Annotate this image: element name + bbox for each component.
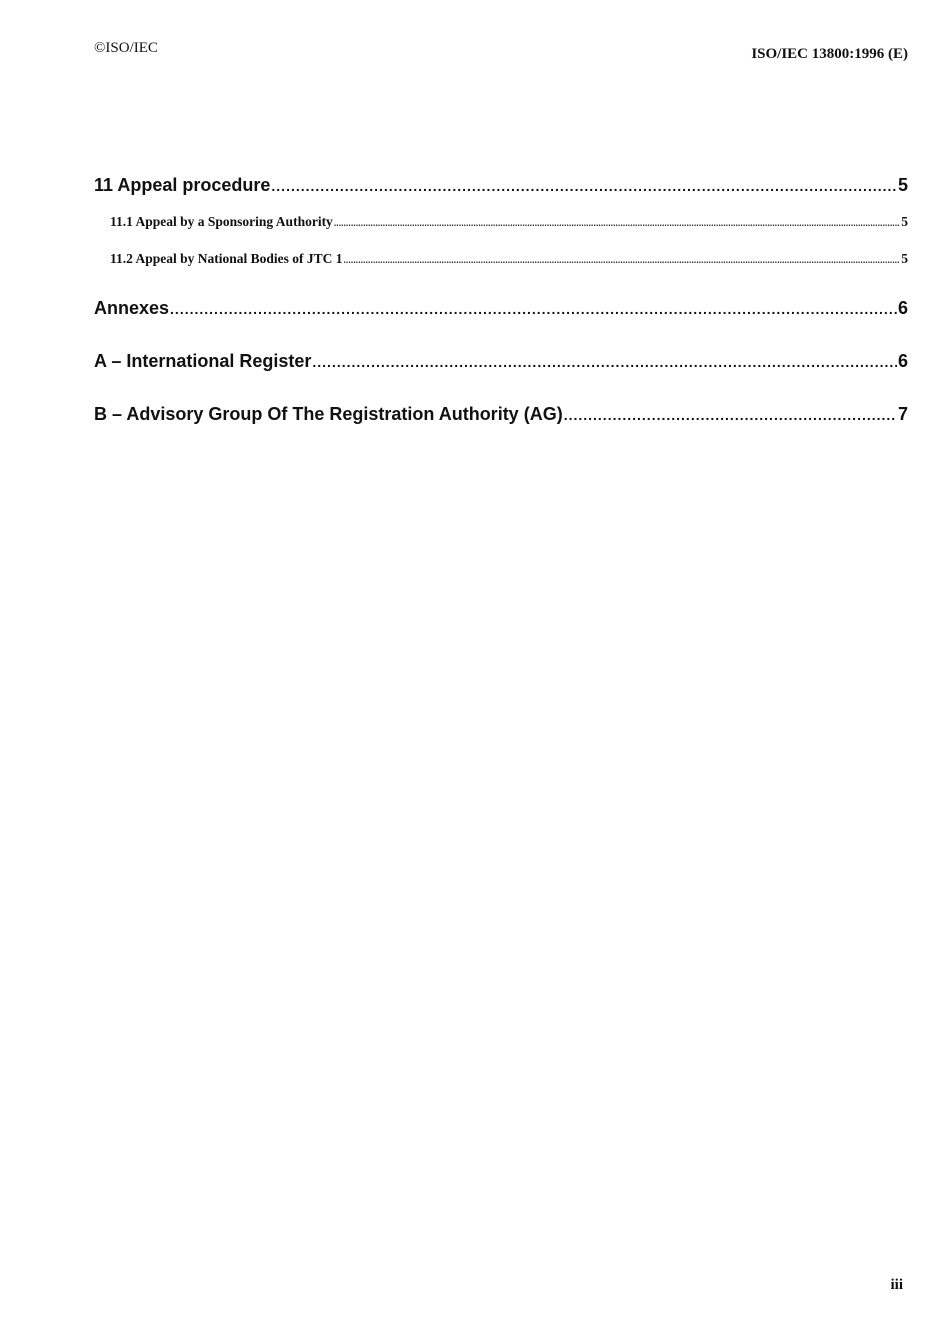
toc-entry-page: 6 (897, 351, 908, 371)
toc-dot-leader (271, 172, 897, 200)
toc-entry-page: 5 (901, 214, 908, 229)
toc-entry-title: B – Advisory Group Of The Registration Authority (AG) (94, 404, 563, 424)
toc-entry-advisory-group[interactable] (94, 401, 908, 428)
toc-entry-page: 5 (901, 251, 908, 266)
toc-entry-title: 11 Appeal procedure (94, 175, 271, 195)
toc-dot-leader (344, 249, 901, 270)
page-number: iii (890, 1277, 903, 1293)
toc-entry-appeal-sponsoring-authority[interactable] (94, 212, 908, 232)
table-of-contents (94, 172, 908, 428)
toc-entry-annexes[interactable] (94, 295, 908, 322)
toc-entry-appeal-procedure[interactable] (94, 172, 908, 199)
header-standard-number: ISO/IEC 13800:1996 (E) (751, 46, 908, 62)
toc-dot-leader (312, 348, 897, 376)
toc-dot-leader (334, 212, 900, 233)
toc-entry-page: 5 (897, 175, 908, 195)
toc-dot-leader (170, 295, 897, 323)
toc-entry-page: 6 (897, 298, 908, 318)
toc-dot-leader (564, 401, 897, 429)
toc-entry-title: A – International Register (94, 351, 312, 371)
toc-entry-title: 11.1 Appeal by a Sponsoring Authority (110, 214, 333, 229)
toc-entry-appeal-national-bodies[interactable] (94, 249, 908, 269)
toc-entry-title: Annexes (94, 298, 170, 318)
toc-entry-page: 7 (897, 404, 908, 424)
toc-entry-title: 11.2 Appeal by National Bodies of JTC 1 (110, 251, 343, 266)
toc-entry-international-register[interactable] (94, 348, 908, 375)
header-copyright: ©ISO/IEC (94, 40, 158, 56)
